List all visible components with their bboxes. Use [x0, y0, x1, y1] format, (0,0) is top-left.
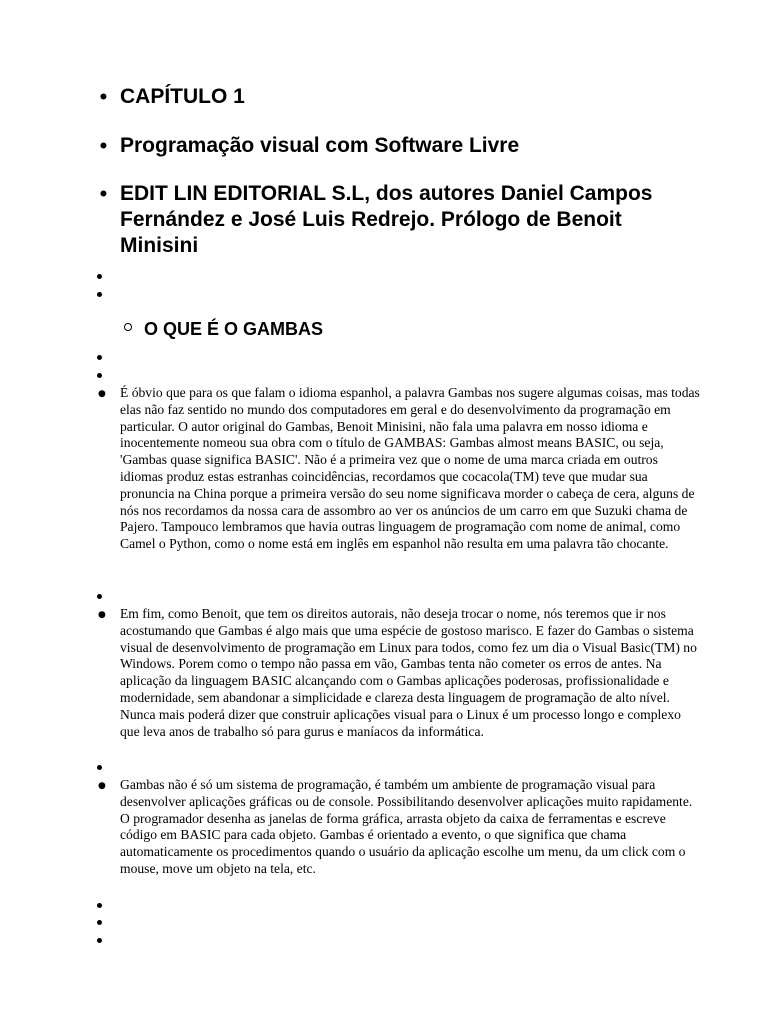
- bullet-icon: •: [98, 137, 109, 157]
- bullet-icon: ●: [98, 610, 106, 620]
- list-item-paragraph: [98, 385, 702, 553]
- book-title: Programação visual com Software Livre: [120, 134, 520, 157]
- empty-bullet-icon: [97, 903, 102, 908]
- hollow-bullet-icon: [124, 323, 132, 331]
- publisher-credits: EDIT LIN EDITORIAL S.L, dos autores Daniel Campos Fernández e José Luis Redrejo. Prólogo de Benoit Minisini: [120, 182, 653, 257]
- empty-bullet-icon: [97, 274, 102, 279]
- list-item-paragraph: [98, 606, 702, 740]
- bullet-icon: •: [98, 88, 109, 108]
- list-item-paragraph: [98, 777, 702, 878]
- empty-bullet-icon: [97, 765, 102, 770]
- empty-bullet-icon: [97, 938, 102, 943]
- bullet-icon: ●: [98, 781, 106, 791]
- paragraph-text: Em fim, como Benoit, que tem os direitos autorais, não deseja trocar o nome, nós teremos que ir nos acostumando que Gambas é algo mais que uma espécie de gostoso marisco. E fazer do Gambas o sistema visual de desenvolvimento de programação em Linux para todos, como fez um dia o Visual Basic(TM) no Windows. Porem como o tempo não passa em vão, Gambas tenta não cometer os erros de antes. Na aplicação da linguagem BASIC alcançando com o Gambas aplicações poderosas, profissionalidade e modernidade, sem abandonar a simplicidade e clareza desta linguagem de programação de alto nível. Nunca mais poderá dizer que construir aplicações visual para o Linux é um processo longo e complexo que leva anos de trabalho só para gurus e maníacos da informática.: [120, 606, 697, 739]
- chapter-heading: CAPÍTULO 1: [120, 85, 245, 108]
- bullet-icon: •: [98, 185, 109, 205]
- paragraph-text: É óbvio que para os que falam o idioma espanhol, a palavra Gambas nos sugere algumas coisas, mas todas elas não faz sentido no mundo dos computadores em geral e do desenvolvimento da programação em particular. O autor original do Gambas, Benoit Minisini, não fala uma palavra em nosso idioma e inocentemente nomeou sua obra com o título de GAMBAS: Gambas almost means BASIC, ou seja, 'Gambas quase significa BASIC'. Não é a primeira vez que o nome de uma marca criada em outros idiomas produz estas estranhas coincidências, recordamos que cocacola(TM) teve que mudar sua pronuncia na China porque a primeira versão do seu nome significava morder o cabeça de cera, alguns de nós nos recordamos da nossa cara de assombro ao ver os anúncios de um carro em que Suzuki chama de Pajero. Tampouco lembramos que havia outras linguagem de programação com nome de animal, como Camel o Python, como o nome está em inglês em espanhol não resulta em uma palavra tão chocante.: [120, 385, 700, 552]
- empty-bullet-icon: [97, 292, 102, 297]
- empty-bullet-icon: [97, 355, 102, 360]
- list-item-section: [144, 318, 644, 340]
- empty-bullet-icon: [97, 920, 102, 925]
- empty-bullet-icon: [97, 373, 102, 378]
- section-heading: O QUE É O GAMBAS: [144, 319, 324, 339]
- bullet-icon: ●: [98, 389, 106, 399]
- empty-bullet-icon: [97, 594, 102, 599]
- list-item-title: [98, 133, 700, 159]
- list-item-publisher: [98, 181, 660, 259]
- paragraph-text: Gambas não é só um sistema de programação, é também um ambiente de programação visual para desenvolver aplicações gráficas ou de console. Possibilitando desenvolver aplicações muito rapidamente. O programador desenha as janelas de forma gráfica, arrasta objeto da caixa de ferramentas e escreve código em BASIC para cada objeto. Gambas é orientado a evento, o que significa que chama automaticamente os procedimentos quando o usuário da aplicação escolhe um menu, da um click com o mouse, move um objeto na tela, etc.: [120, 777, 693, 876]
- list-item-chapter: [98, 84, 700, 110]
